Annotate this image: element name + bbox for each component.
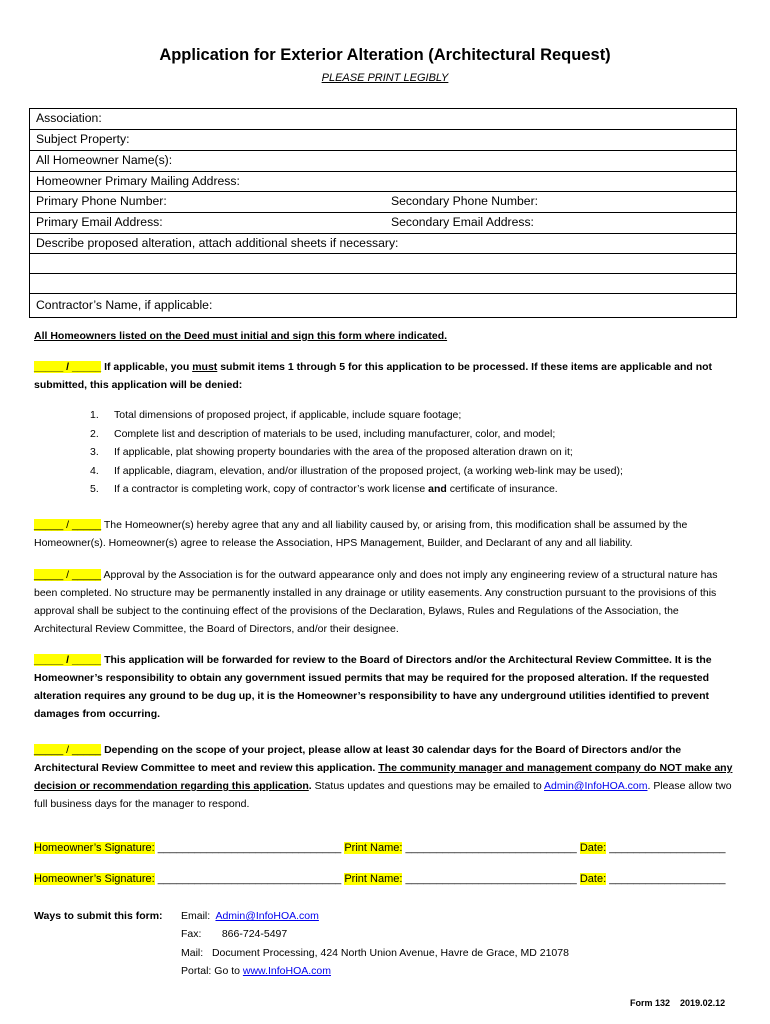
page-title: Application for Exterior Alteration (Architectural Request) <box>159 46 611 64</box>
primary-phone-label: Primary Phone Number: <box>36 194 167 208</box>
subject-property-field[interactable] <box>30 130 736 151</box>
required-items-list <box>90 406 623 499</box>
describe-line-2[interactable] <box>30 274 736 294</box>
mailing-address-field[interactable] <box>30 172 736 192</box>
section-required-items: _____ / _____ If applicable, you must submit items 1 through 5 for this application to be processed. If these items are applicable and not submitted, this application will be denied: <box>34 361 713 391</box>
describe-line-1[interactable] <box>30 254 736 274</box>
contractor-field[interactable] <box>30 294 736 318</box>
form-number: Form 132 <box>630 998 671 1008</box>
primary-email-label: Primary Email Address: <box>36 215 163 229</box>
list-item: 4. If applicable, diagram, elevation, and/or illustration of the proposed project, (a working web-link may be used); <box>90 464 623 477</box>
print-name-line[interactable]: ____________________________ <box>402 842 580 854</box>
submit-methods <box>181 907 569 980</box>
page-subtitle: PLEASE PRINT LEGIBLY <box>321 72 449 84</box>
mailing-address-label: Homeowner Primary Mailing Address: <box>36 174 240 188</box>
list-item: 2. Complete list and description of materials to be used, including manufacturer, color, and model; <box>90 427 556 440</box>
footer-form-id <box>630 998 725 1008</box>
homeowner-names-field[interactable] <box>30 151 736 172</box>
contractor-label: Contractor’s Name, if applicable: <box>36 298 213 312</box>
list-item: 3. If applicable, plat showing property boundaries with the area of the proposed alteration drawn on it; <box>90 446 573 458</box>
list-item: 5. If a contractor is completing work, copy of contractor’s work license and certificate of insurance. <box>90 483 558 495</box>
signature-line[interactable]: ______________________________ <box>154 842 345 854</box>
form-date: 2019.02.12 <box>680 998 726 1008</box>
print-name-line[interactable]: ____________________________ <box>402 873 580 885</box>
initial-blank-5[interactable]: _____ / _____ <box>34 744 102 756</box>
print-name-label: Print Name <box>344 842 400 854</box>
submit-email-row: Email: Admin@InfoHOA.com <box>181 910 319 922</box>
applicant-info-table <box>29 108 737 318</box>
submit-portal-row: Portal: Go to www.InfoHOA.com <box>181 964 331 977</box>
submit-fax-row: Fax: 866-724-5497 <box>181 928 288 941</box>
describe-alteration-label: Describe proposed alteration, attach additional sheets if necessary: <box>36 236 399 250</box>
submit-label: Ways to submit this form: <box>34 910 163 922</box>
date-label: Date <box>579 842 604 854</box>
email-row[interactable] <box>30 213 736 234</box>
initial-blank-2[interactable]: _____ / _____ <box>34 519 102 531</box>
phone-row[interactable] <box>30 192 736 213</box>
date-line[interactable]: ___________________ <box>606 842 726 854</box>
homeowner-names-label: All Homeowner Name(s): <box>36 153 173 167</box>
signature-label: Homeowner’s Signature <box>34 873 152 885</box>
initial-blank-1[interactable]: _____ / _____ <box>34 361 102 373</box>
submit-mail-row: Mail: Document Processing, 424 North Union Avenue, Havre de Grace, MD 21078 <box>181 946 569 959</box>
list-item: 1. Total dimensions of proposed project, if applicable, include square footage; <box>90 409 462 421</box>
date-label: Date <box>579 873 604 885</box>
describe-alteration-field[interactable] <box>30 234 736 254</box>
submit-email-link[interactable]: Admin@InfoHOA.com <box>215 910 319 922</box>
signature-row-2: Homeowner’s Signature: ______________________________ Print Name: ____________________________ Date: ___________________ <box>34 873 726 885</box>
portal-link[interactable]: www.InfoHOA.com <box>242 964 331 977</box>
admin-email-link[interactable]: Admin@InfoHOA.com <box>544 780 648 792</box>
association-label: Association: <box>36 111 102 125</box>
initial-blank-3[interactable]: _____ / _____ <box>34 569 102 581</box>
section-liability: _____ / _____ The Homeowner(s) hereby agree that any and all liability caused by, or arising from, this modification shall be assumed by the Homeowner(s). Homeowner(s) agree to release the Association, HPS Management, Builder, and Declarant of any and all liability. <box>34 519 688 549</box>
signature-line[interactable]: ______________________________ <box>154 873 345 885</box>
signature-row-1: Homeowner’s Signature: ______________________________ Print Name: ____________________________ Date: ___________________ <box>34 842 726 854</box>
deed-notice: All Homeowners listed on the Deed must initial and sign this form where indicated. <box>34 330 448 342</box>
print-name-label: Print Name <box>344 873 400 885</box>
association-field[interactable] <box>30 109 736 130</box>
subject-property-label: Subject Property: <box>36 132 130 146</box>
date-line[interactable]: ___________________ <box>606 873 726 885</box>
section-approval-scope: _____ / _____ Approval by the Association is for the outward appearance only and does not imply any engineering review of a structural nature has been completed. No structure may be permanently installed in any drainage or utility easements. Any construction pursuant to the provisions of this approval shall be subject to the continuing effect of the provisions of the Declaration, Bylaws, Rules and Regulations of the Association, the Architectural Review Committee, the Board of Directors, and/or their designee. <box>34 569 718 635</box>
signature-label: Homeowner’s Signature <box>34 842 152 854</box>
secondary-phone-label: Secondary Phone Number: <box>391 194 539 208</box>
initial-blank-4[interactable]: _____ / _____ <box>34 654 102 666</box>
section-review-timeline: _____ / _____ Depending on the scope of your project, please allow at least 30 calendar days for the Board of Directors and/or the Architectural Review Committee to meet and review this application. The community manager and management company do NOT make any decision or recommendation regarding this application. Status updates and questions may be emailed to Admin@InfoHOA.com. Please allow two full business days for the manager to respond. <box>34 744 733 810</box>
section-permits: _____ / _____ This application will be forwarded for review to the Board of Directors and/or the Architectural Review Committee. It is the Homeowner’s responsibility to obtain any government issued permits that may be required for the proposed alteration. If the requested alteration requires any ground to be dug up, it is the Homeowner’s responsibility to have any underground utilities identified to prevent damages from occurring. <box>34 654 712 720</box>
secondary-email-label: Secondary Email Address: <box>391 215 534 229</box>
